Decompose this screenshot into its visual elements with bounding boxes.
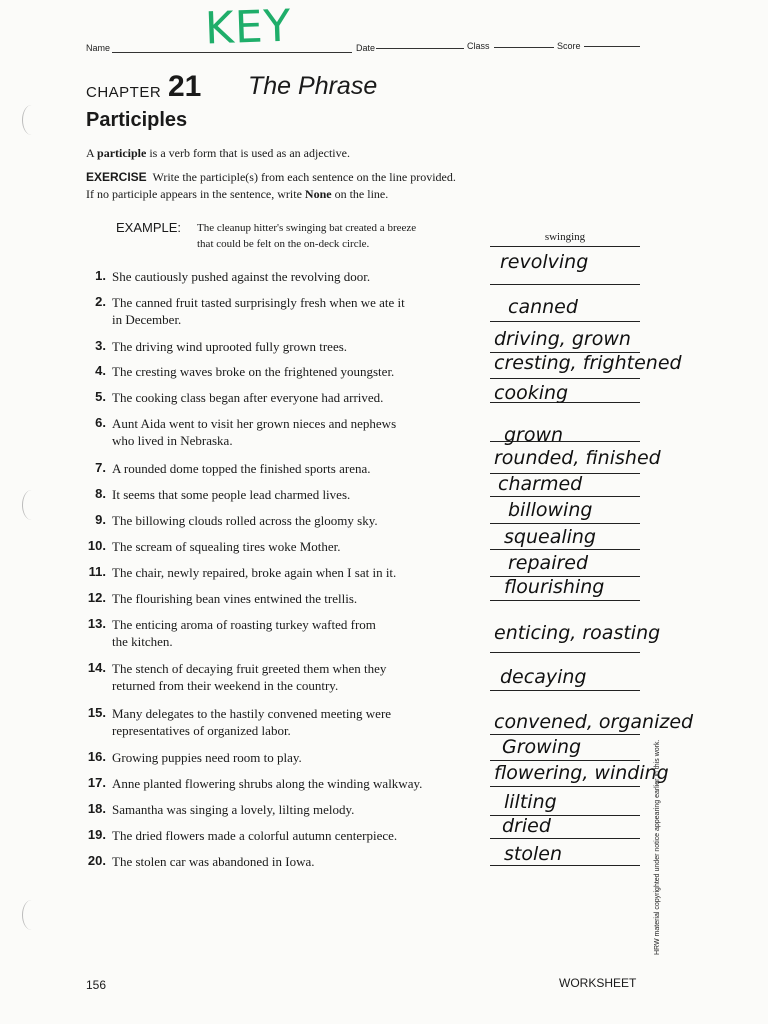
punch-hole-mark [22, 490, 41, 520]
question-line2: who lived in Nebraska. [112, 433, 233, 448]
question-text [112, 294, 477, 328]
handwritten-answer: dried [502, 815, 551, 837]
exercise-none-word: None [304, 187, 332, 201]
question-number: 17. [87, 775, 106, 790]
question-line2: returned from their weekend in the country. [112, 678, 339, 693]
question-text [112, 660, 477, 694]
question-line1: Anne planted flowering shrubs along the winding walkway. [112, 776, 423, 791]
question-number: 16. [87, 749, 106, 764]
handwritten-answer: decaying [500, 666, 587, 688]
question-number: 12. [87, 590, 106, 605]
question-line1: The cresting waves broke on the frightened youngster. [112, 364, 395, 379]
question-number: 1. [95, 268, 106, 283]
answer-line[interactable] [490, 865, 640, 866]
answer-line[interactable] [490, 284, 640, 285]
handwritten-answer: billowing [508, 499, 593, 521]
question-line1: The chair, newly repaired, broke again when I sat in it. [112, 565, 397, 580]
answer-line[interactable] [490, 496, 640, 497]
question-number: 14. [87, 660, 106, 675]
key-handwriting: KEY [204, 0, 293, 55]
answer-line[interactable] [490, 378, 640, 379]
question-line1: A rounded dome topped the finished sports arena. [112, 461, 371, 476]
handwritten-answer: canned [508, 296, 578, 318]
question-text [112, 827, 477, 844]
question-text [112, 363, 477, 380]
question-line1: She cautiously pushed against the revolving door. [112, 269, 371, 284]
question-line1: Aunt Aida went to visit her grown nieces and nephews [112, 416, 397, 431]
section-title: Participles [86, 109, 188, 131]
question-number: 8. [95, 486, 106, 501]
handwritten-answer: repaired [508, 552, 589, 574]
exercise-label: EXERCISE [86, 170, 147, 184]
footer-label: WORKSHEET [559, 976, 637, 990]
question-number: 2. [95, 294, 106, 309]
answer-line[interactable] [490, 549, 640, 550]
question-number: 13. [87, 616, 106, 631]
chapter-word: CHAPTER [86, 84, 162, 101]
question-number: 9. [95, 512, 106, 527]
question-number: 6. [95, 415, 106, 430]
question-line1: The scream of squealing tires woke Mother. [112, 539, 341, 554]
exercise-line2a: If no participle appears in the sentence, write [86, 187, 305, 201]
example-line2: that could be felt on the on-deck circle. [197, 238, 370, 250]
score-line[interactable] [584, 46, 640, 47]
answer-line[interactable] [490, 786, 640, 787]
question-line1: The driving wind uprooted fully grown trees. [112, 339, 348, 354]
handwritten-answer: cresting, frightened [494, 352, 682, 374]
example-line1: The cleanup hitter's swinging bat created a breeze [197, 222, 417, 234]
question-number: 3. [95, 338, 106, 353]
date-line[interactable] [376, 48, 464, 49]
example-label: EXAMPLE: [116, 220, 182, 235]
question-line1: Growing puppies need room to play. [112, 750, 302, 765]
handwritten-answer: squealing [504, 526, 596, 548]
question-line1: The flourishing bean vines entwined the trellis. [112, 591, 358, 606]
question-line2: in December. [112, 312, 182, 327]
question-line1: The canned fruit tasted surprisingly fresh when we ate it [112, 295, 405, 310]
answer-line[interactable] [490, 690, 640, 691]
question-line1: The stolen car was abandoned in Iowa. [112, 854, 315, 869]
question-text [112, 512, 477, 529]
question-line1: The billowing clouds rolled across the gloomy sky. [112, 513, 378, 528]
question-number: 10. [87, 538, 106, 553]
date-label: Date [356, 43, 376, 53]
question-text [112, 616, 477, 650]
answer-line[interactable] [490, 760, 640, 761]
handwritten-answer: charmed [498, 473, 583, 495]
question-number: 18. [87, 801, 106, 816]
handwritten-answer: driving, grown [494, 328, 631, 350]
question-text [112, 389, 477, 406]
score-label: Score [557, 41, 581, 51]
question-text [112, 590, 477, 607]
handwritten-answer: flourishing [504, 576, 605, 598]
class-label: Class [467, 41, 490, 51]
answer-line[interactable] [490, 734, 640, 735]
handwritten-answer: cooking [494, 382, 569, 404]
question-line1: Samantha was singing a lovely, lilting melody. [112, 802, 355, 817]
question-number: 7. [95, 460, 106, 475]
question-text [112, 268, 477, 285]
question-text [112, 460, 477, 477]
handwritten-answer: stolen [504, 843, 562, 865]
question-number: 4. [95, 363, 106, 378]
question-number: 20. [87, 853, 106, 868]
example-answer-line [490, 246, 640, 247]
handwritten-answer: lilting [504, 791, 557, 813]
question-text [112, 486, 477, 503]
question-text [112, 749, 477, 766]
name-label: Name [86, 43, 111, 53]
class-line[interactable] [494, 47, 554, 48]
answer-line[interactable] [490, 523, 640, 524]
answer-line[interactable] [490, 838, 640, 839]
example-text [197, 220, 416, 252]
question-text [112, 538, 477, 555]
exercise-instructions [86, 169, 506, 203]
answer-line[interactable] [490, 652, 640, 653]
question-line1: The enticing aroma of roasting turkey wafted from [112, 617, 376, 632]
definition-prefix: A [86, 146, 98, 160]
punch-hole-mark [22, 900, 41, 930]
handwritten-answer: convened, organized [494, 711, 694, 733]
handwritten-answer: enticing, roasting [494, 622, 661, 644]
question-number: 5. [95, 389, 106, 404]
definition-term: participle [97, 146, 147, 160]
definition-text [86, 145, 350, 162]
question-number: 15. [87, 705, 106, 720]
punch-hole-mark [22, 105, 41, 135]
handwritten-answer: grown [504, 424, 564, 446]
question-text [112, 705, 477, 739]
answer-line[interactable] [490, 321, 640, 322]
question-text [112, 338, 477, 355]
answer-line[interactable] [490, 600, 640, 601]
copyright-notice: HRW material copyrighted under notice appearing earlier in this work. [654, 739, 661, 955]
handwritten-answer: revolving [500, 251, 589, 273]
question-text [112, 415, 477, 449]
question-line2: the kitchen. [112, 634, 173, 649]
example-answer: swinging [544, 231, 586, 243]
question-text [112, 775, 477, 792]
exercise-line2b: on the line. [331, 187, 389, 201]
question-line1: Many delegates to the hastily convened meeting were [112, 706, 392, 721]
question-line2: representatives of organized labor. [112, 723, 291, 738]
question-text [112, 853, 477, 870]
chapter-number: 21 [168, 70, 202, 103]
handwritten-answer: flowering, winding [494, 762, 669, 784]
question-number: 19. [87, 827, 106, 842]
question-text [112, 564, 477, 581]
handwritten-answer: Growing [502, 736, 582, 758]
question-line1: The stench of decaying fruit greeted them when they [112, 661, 387, 676]
exercise-line1: Write the participle(s) from each sentence on the line provided. [152, 170, 456, 184]
question-number: 11. [88, 564, 106, 579]
definition-rest: is a verb form that is used as an adjective. [146, 146, 350, 160]
question-line1: The cooking class began after everyone had arrived. [112, 390, 384, 405]
page-number: 156 [86, 978, 107, 992]
question-text [112, 801, 477, 818]
handwritten-answer: rounded, finished [494, 447, 661, 469]
question-line1: The dried flowers made a colorful autumn centerpiece. [112, 828, 398, 843]
chapter-title: The Phrase [248, 72, 378, 100]
question-line1: It seems that some people lead charmed lives. [112, 487, 351, 502]
